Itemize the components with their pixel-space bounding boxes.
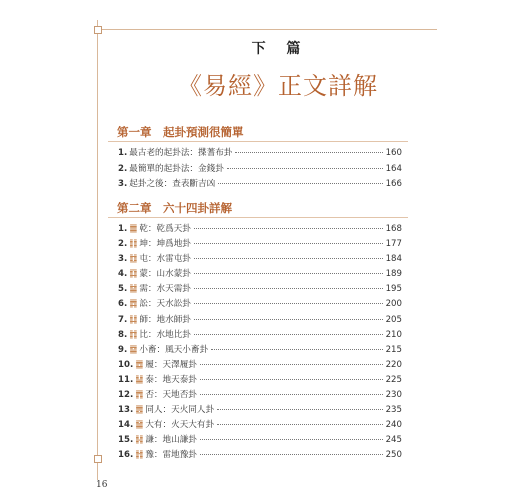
frame-corner-ornament [94, 26, 102, 34]
entry-number: 3. [118, 179, 128, 189]
hexagram-icon: ䷈ [129, 344, 138, 355]
entry-number: 10. [118, 359, 134, 370]
toc-entry [118, 358, 402, 373]
dot-leader [227, 168, 383, 169]
entry-number: 3. [118, 254, 128, 265]
hexagram-icon: ䷏ [135, 450, 144, 461]
entry-page-number: 245 [385, 435, 402, 446]
hexagram-icon: ䷀ [129, 224, 138, 234]
dot-leader [211, 349, 383, 350]
hexagram-icon: ䷌ [135, 405, 144, 416]
toc-entry [118, 267, 402, 282]
entry-number: 2. [118, 163, 128, 174]
dot-leader [218, 183, 382, 184]
entry-title: 大有：火天大有卦 [145, 420, 215, 431]
toc-entry [118, 282, 402, 297]
entry-number: 12. [118, 390, 134, 401]
hexagram-icon: ䷄ [129, 284, 138, 295]
toc-entry [118, 328, 402, 343]
part-title: 下 篇 [251, 41, 309, 57]
toc-entry [118, 177, 402, 193]
entry-number: 13. [118, 405, 134, 416]
hexagram-icon: ䷃ [129, 269, 138, 280]
entry-title: 否：天地否卦 [145, 390, 197, 401]
entry-page-number: 240 [385, 420, 402, 431]
entry-number: 2. [118, 239, 128, 250]
entry-page-number: 220 [385, 359, 402, 370]
entry-page-number: 164 [385, 163, 402, 174]
dot-leader [194, 228, 383, 229]
dot-leader [217, 409, 383, 410]
dot-leader [194, 273, 383, 274]
dot-leader [200, 364, 383, 365]
entry-page-number: 230 [385, 390, 402, 401]
toc-entry [118, 448, 402, 463]
entry-title: 謙：地山謙卦 [145, 435, 197, 446]
dot-leader [235, 152, 382, 153]
toc-entry [118, 343, 402, 358]
chapter-divider [108, 141, 408, 142]
entry-page-number: 160 [385, 148, 402, 158]
entry-title: 比：水地比卦 [139, 329, 191, 340]
entry-title: 坤：坤爲地卦 [139, 239, 191, 250]
toc-entry [118, 222, 402, 237]
entry-page-number: 215 [385, 344, 402, 355]
entry-title: 蒙：山水蒙卦 [139, 269, 191, 280]
entry-number: 1. [118, 224, 128, 234]
entry-page-number: 166 [385, 179, 402, 189]
frame-top-line [97, 29, 437, 30]
entry-number: 9. [118, 344, 128, 355]
entry-title: 小畜：風天小畜卦 [139, 344, 209, 355]
page-number: 16 [96, 480, 108, 490]
hexagram-icon: ䷉ [135, 359, 144, 370]
dot-leader [200, 379, 383, 380]
dot-leader [194, 258, 383, 259]
toc-entry [118, 237, 402, 252]
hexagram-icon: ䷋ [135, 390, 144, 401]
dot-leader [217, 424, 383, 425]
chapter-heading: 第一章 起卦預測很簡單 [117, 125, 244, 139]
hexagram-icon: ䷊ [135, 374, 144, 385]
dot-leader [194, 334, 383, 335]
toc-entry [118, 313, 402, 328]
dot-leader [194, 319, 383, 320]
entry-title: 起卦之後：查表斷吉凶 [129, 179, 216, 189]
entry-title: 最簡單的起卦法：金錢卦 [129, 163, 224, 174]
toc-entry [118, 418, 402, 433]
dot-leader [200, 439, 383, 440]
entry-title: 乾：乾爲天卦 [139, 224, 191, 234]
entry-number: 14. [118, 420, 134, 431]
hexagram-icon: ䷅ [129, 299, 138, 310]
entry-title: 屯：水雷屯卦 [139, 254, 191, 265]
entry-page-number: 210 [385, 329, 402, 340]
hexagram-icon: ䷎ [135, 435, 144, 446]
entry-title: 同人：天火同人卦 [145, 405, 215, 416]
entry-page-number: 195 [385, 284, 402, 295]
toc-entry [118, 297, 402, 312]
entry-title: 泰：地天泰卦 [145, 374, 197, 385]
entry-title: 師：地水師卦 [139, 314, 191, 325]
toc-entry [118, 403, 402, 418]
entry-page-number: 205 [385, 314, 402, 325]
dot-leader [200, 454, 383, 455]
frame-corner-ornament [94, 455, 102, 463]
entry-title: 需：水天需卦 [139, 284, 191, 295]
hexagram-icon: ䷆ [129, 314, 138, 325]
entry-number: 1. [118, 148, 128, 158]
entry-page-number: 235 [385, 405, 402, 416]
entry-page-number: 225 [385, 374, 402, 385]
entry-page-number: 189 [385, 269, 402, 280]
toc-entry [118, 162, 402, 178]
entry-number: 8. [118, 329, 128, 340]
toc-entry [118, 146, 402, 162]
toc-list-chapter-1 [118, 146, 402, 193]
hexagram-icon: ䷁ [129, 239, 138, 250]
entry-page-number: 200 [385, 299, 402, 310]
dot-leader [200, 394, 383, 395]
toc-entry [118, 252, 402, 267]
entry-number: 7. [118, 314, 128, 325]
dot-leader [194, 303, 383, 304]
entry-title: 訟：天水訟卦 [139, 299, 191, 310]
chapter-divider [108, 217, 408, 218]
entry-number: 6. [118, 299, 128, 310]
toc-list-chapter-2 [118, 222, 402, 464]
entry-page-number: 168 [385, 224, 402, 234]
toc-entry [118, 433, 402, 448]
toc-entry [118, 388, 402, 403]
dot-leader [194, 288, 383, 289]
entry-page-number: 184 [385, 254, 402, 265]
book-title: 《易經》正文詳解 [178, 72, 378, 100]
dot-leader [194, 243, 383, 244]
entry-title: 履：天澤履卦 [145, 359, 197, 370]
entry-number: 4. [118, 269, 128, 280]
entry-page-number: 250 [385, 450, 402, 461]
entry-title: 豫：雷地豫卦 [145, 450, 197, 461]
entry-title: 最古老的起卦法：揲蓍布卦 [129, 148, 233, 158]
entry-number: 11. [118, 374, 134, 385]
entry-page-number: 177 [385, 239, 402, 250]
hexagram-icon: ䷍ [135, 420, 144, 431]
chapter-heading: 第二章 六十四卦詳解 [117, 201, 232, 215]
entry-number: 15. [118, 435, 134, 446]
toc-entry [118, 373, 402, 388]
entry-number: 16. [118, 450, 134, 461]
hexagram-icon: ䷂ [129, 254, 138, 265]
entry-number: 5. [118, 284, 128, 295]
hexagram-icon: ䷇ [129, 329, 138, 340]
